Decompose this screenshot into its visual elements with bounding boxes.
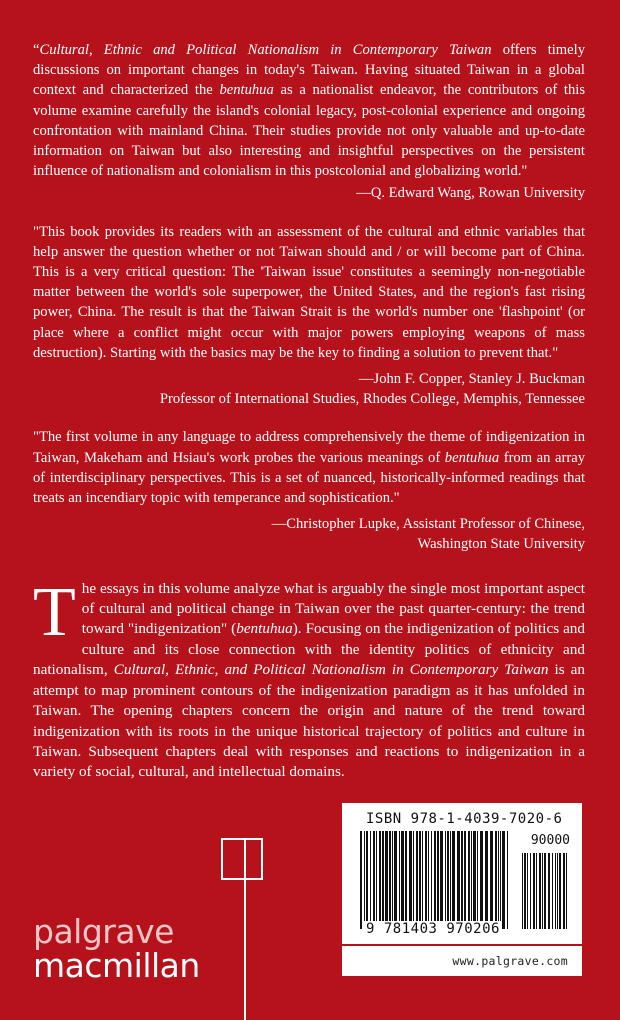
description-segment: he essays in this volume analyze what is arguably the single most important aspect of cultural and political change in Taiwan over the past quarter-century: the trend toward "indigenization" ( bbox=[81, 579, 585, 638]
publisher-logo-line-1: palgrave bbox=[33, 912, 174, 951]
description-segment: is an attempt to map prominent contours of the indigenization paradigm as it has unfolded in Taiwan. The opening chapters concern the origin and nature of the trend toward indigenization with its roots in the unique historical trajectory of politics and culture in Taiwan. Subsequent chapters deal with responses and reactions to indigenization in a variety of social, cultural, and intellectual domains. bbox=[33, 661, 585, 781]
book-title: Cultural, Ethnic, and Political Nationalism in Contemporary Taiwan bbox=[113, 661, 549, 679]
quote-segment: as a nationalist endeavor, the contributors of this volume examine carefully the island's colonial legacy, post-colonial experience and ongoing confrontation with mainland China. Their studies provide not only valuable and up-to-date information on Taiwan but also interesting and insightful perspectives on the persistent influence of nationalism and colonialism in this postcolonial and globalizing world." bbox=[33, 82, 585, 180]
review-quote-2 bbox=[33, 222, 585, 410]
logo-square bbox=[221, 838, 263, 880]
price-supplement: 90000 bbox=[530, 833, 570, 848]
quote-segment: offers timely discussions on important changes in today's Taiwan. Having situated Taiwan in a global context and characterized the bbox=[33, 42, 585, 99]
publisher-logo-line-2: macmillan bbox=[33, 946, 200, 985]
review-quote-3 bbox=[33, 427, 585, 554]
drop-cap: T bbox=[33, 573, 76, 651]
review-quote-1 bbox=[33, 40, 585, 204]
quote-segment: "The first volume in any language to address comprehensively the theme of indigenization in Taiwan, Makeham and Hsiau's work probes the various meanings of bbox=[33, 429, 585, 466]
quote-attribution bbox=[33, 369, 585, 409]
attribution-line: —Christopher Lupke, Assistant Professor of Chinese, bbox=[271, 516, 585, 533]
quote-text: "This book provides its readers with an assessment of the cultural and ethnic variables that help answer the question whether or not Taiwan should and / or will become part of China. This is a very critical question: The 'Taiwan issue' constitutes a seemingly non-negotiable matter between the world's sole superpower, the United States, and the region's fast rising power, China. The result is that the Taiwan Strait is the world's number one 'flashpoint' (or place where a conflict might occur with major powers employing weapons of mass destruction). Starting with the basics may be the key to finding a solution to prevent that." bbox=[33, 223, 585, 361]
cover-text bbox=[33, 40, 585, 783]
quote-segment: from an array of interdisciplinary perspectives. This is a set of nuanced, historically-informed readings that treats an incendiary topic with temperance and sophistication." bbox=[33, 449, 585, 507]
quote-attribution bbox=[33, 514, 585, 554]
publisher-url: www.palgrave.com bbox=[342, 944, 582, 976]
book-description bbox=[33, 573, 585, 783]
attribution-line: Professor of International Studies, Rhodes College, Memphis, Tennessee bbox=[159, 391, 585, 408]
quote-text bbox=[33, 427, 585, 508]
term: bentuhua bbox=[444, 449, 500, 466]
description-text bbox=[33, 573, 585, 783]
quote-text: “Cultural, Ethnic and Political Nationalism in Contemporary Taiwan offers timely discussions on important changes in today's Taiwan. Having situated Taiwan in a global context and characterized the bentuhua as a nationalist endeavor, the contributors of this volume examine carefully the island's colonial legacy, post-colonial experience and ongoing confrontation with mainland China. Their studies provide not only valuable and up-to-date information on Taiwan but also interesting and insightful perspectives on the persistent influence of nationalism and colonialism in this postcolonial and globalizing world." bbox=[33, 42, 585, 180]
barcode-digits: 9 781403 970206 bbox=[366, 921, 500, 937]
attribution-line: —John F. Copper, Stanley J. Buckman bbox=[358, 371, 585, 388]
isbn-label: ISBN 978-1-4039-7020-6 bbox=[366, 811, 563, 827]
term: bentuhua bbox=[236, 620, 293, 638]
term: bentuhua bbox=[219, 82, 274, 99]
book-title: Cultural, Ethnic and Political Nationalism in Contemporary Taiwan bbox=[39, 42, 492, 58]
quote-attribution: —Q. Edward Wang, Rowan University bbox=[356, 185, 585, 202]
attribution-line: Washington State University bbox=[417, 536, 585, 553]
description-segment: ). Focusing on the indigenization of politics and culture and its close connection with the identity politics of ethnicity and nationalism, bbox=[33, 620, 585, 679]
